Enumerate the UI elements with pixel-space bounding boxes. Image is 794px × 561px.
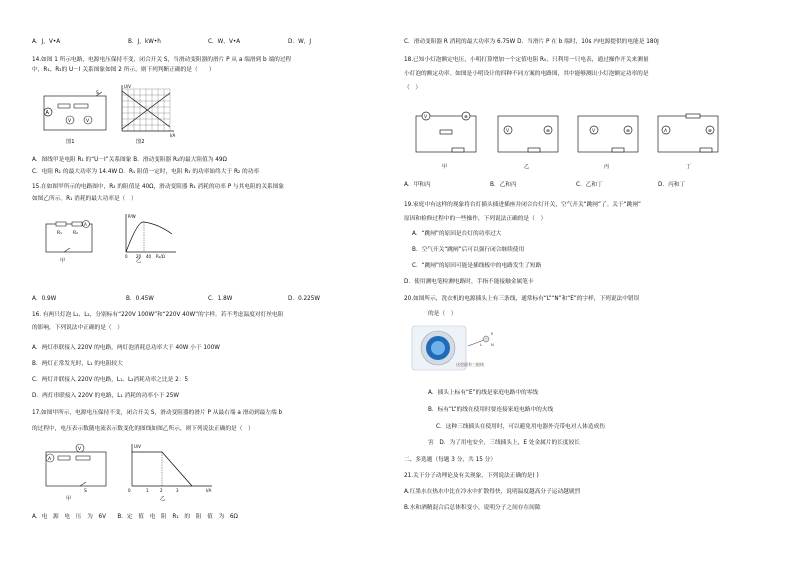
svg-text:V: V — [78, 447, 82, 452]
svg-text:⊗: ⊗ — [708, 129, 712, 134]
q17-stem-line2: 的过程中，电压表示数随电流表示数变化的图线如图乙所示，则下列说法正确的是（ ） — [32, 426, 254, 432]
q18-option-a: A．甲和丙 — [404, 182, 431, 188]
q15-stem-line1: 15.在如图甲所示的电路图中，R₂ 的阻值是 40Ω，滑动变阻器 R₁ 消耗的功率 P 与其电阻的关系图象 — [32, 184, 285, 190]
q15-fig-yi: 乙 — [136, 258, 142, 264]
svg-text:V: V — [86, 119, 90, 124]
q14-stem-line1: 14.如图 1 所示电路，电源电压保持不变，闭合开关 S，当滑动变阻器的滑片 P 从 a 端滑到 b 端的过程 — [32, 57, 292, 63]
q19-option-d: D．使用测电笔检测电路时，手指不能接触金属笔卡 — [404, 279, 534, 285]
q15-graph-figure — [116, 212, 178, 260]
q14-graph-figure — [114, 83, 176, 141]
svg-text:P/W: P/W — [128, 214, 136, 219]
svg-text:N: N — [491, 343, 494, 347]
q15-options — [32, 296, 320, 304]
q15-option-b: B．0.45W — [126, 296, 154, 302]
q17-options-line2: C．滑动变阻器 R 消耗的最大功率为 6.75W D．当滑片 P 在 b 端时，10s 内电源提供的电能是 180J — [404, 39, 659, 45]
svg-text:V: V — [592, 129, 596, 134]
svg-text:I/A: I/A — [206, 488, 212, 493]
svg-text:3: 3 — [176, 488, 179, 493]
q18-option-c: C．乙和丁 — [576, 182, 603, 188]
q16-option-d: D．两灯串联接入 220V 的电路，L₁ 消耗的功率小于 25W — [32, 393, 180, 399]
q20-option-a: A．插头上标有“E”的线是家庭电路中的零线 — [428, 390, 539, 396]
svg-text:U/V: U/V — [134, 444, 142, 449]
q19-stem-line1: 19.家庭中有这样的现象将台灯插头插进插座并闭合台灯开关，空气开关“跳闸”了。关于“跳闸” — [404, 202, 641, 208]
q14-options-line2: C．电阻 R₁ 的最大功率为 14.4W D．R₁ 阻值一定时，电阻 R₁ 的功率始终大于 R₂ 的功率 — [32, 169, 260, 175]
q18-label-ding: 丁 — [686, 164, 692, 170]
q14-circuit-figure — [40, 90, 112, 138]
svg-text:⊗: ⊗ — [546, 129, 550, 134]
q15-option-a: A．0.9W — [32, 296, 57, 302]
q16-option-a: A．两灯串联接入 220V 的电路，两灯泡消耗总功率大于 40W 小于 100W — [32, 345, 220, 351]
q15-option-d: D．0.225W — [288, 296, 320, 302]
q15-fig-jia: 甲 — [60, 258, 66, 264]
svg-text:⊗: ⊗ — [626, 129, 630, 134]
svg-text:A: A — [84, 222, 87, 227]
q13-option-d: D．W，J — [288, 39, 312, 45]
q17-fig-jia: 甲 — [66, 496, 72, 502]
svg-text:R₂: R₂ — [73, 231, 78, 236]
q14-options-line1: A．图线甲是电阻 R₁ 的“U－I”关系图象 B．滑动变阻器 R₂的最大阻值为 49Ω — [32, 157, 227, 163]
q20-stem-line2: 的是（ ） — [428, 311, 457, 317]
svg-text:U/V: U/V — [124, 84, 132, 89]
q19-stem-line2: 原因和检修过程中的一些操作，下列说法正确的是（ ） — [404, 216, 547, 222]
svg-text:I/A: I/A — [170, 133, 176, 138]
q17-fig-yi: 乙 — [160, 496, 166, 502]
svg-text:S: S — [96, 91, 99, 96]
q17-options-line1: A．电 源 电 压 为 6V B．定 值 电 阻 R₁ 的 阻 值 为 6Ω — [32, 514, 238, 520]
q18-circuits-figure — [412, 106, 724, 162]
q19-option-b: B．空气开关“跳闸”后可以强行闭合继续使用 — [412, 247, 525, 253]
svg-text:1: 1 — [146, 488, 149, 493]
q15-circuit-figure — [42, 214, 98, 256]
q21-option-a: A.红墨水在热水中比在冷水中扩散得快，说明温度越高分子运动越剧烈 — [404, 489, 581, 495]
q18-label-jia: 甲 — [442, 164, 448, 170]
q20-option-b: B．标有“L”的线在使用时要连接家庭电路中的火线 — [428, 407, 554, 413]
q15-stem-line2: 如图乙所示。R₁ 消耗的最大功率是（ ） — [32, 196, 137, 202]
q18-stem-line1: 18.已知小灯泡额定电压，小明打算增加一个定值电阻 R₀，只利用一只电表，通过操作开关来测量 — [404, 57, 649, 63]
svg-text:⊗: ⊗ — [464, 115, 468, 120]
q18-stem-line3: （ ） — [404, 85, 422, 91]
svg-text:20: 20 — [136, 254, 142, 259]
q18-stem-line2: 小灯泡的额定功率。如图是小明设计的四种不同方案的电路图，其中能够测出小灯泡额定功率的是 — [404, 71, 649, 77]
q17-graph-figure — [120, 442, 216, 496]
svg-text:R₁: R₁ — [57, 231, 62, 236]
q13-options — [32, 39, 312, 47]
svg-text:V: V — [506, 129, 510, 134]
q19-option-c: C．“跳闸”的原因可能是插线板中的电路发生了短路 — [412, 263, 542, 269]
q13-option-b: B．J，kW•h — [128, 39, 161, 45]
svg-text:A: A — [48, 457, 52, 462]
q14-fig1-caption: 图1 — [66, 139, 75, 145]
q20-option-c: C．这种三线插头在使用时，可以避免用电器外壳带电对人体造成伤 — [436, 424, 605, 430]
q18-options — [404, 182, 686, 190]
q15-option-c: C．1.8W — [208, 296, 233, 302]
svg-text:A: A — [664, 129, 668, 134]
svg-text:S: S — [84, 489, 87, 494]
svg-text:E: E — [491, 332, 494, 336]
q16-option-b: B．两灯正常发光时，L₁ 的电阻较大 — [32, 361, 123, 367]
q16-stem-line1: 16. 有两只灯泡 L₁、L₂，分别标有“220V 100W”和“220V 40W”的字样。若不考虑温度对灯丝电阻 — [32, 312, 284, 318]
svg-text:R₁/Ω: R₁/Ω — [156, 254, 165, 259]
q19-option-a: A．“跳闸”的原因是台灯的功率过大 — [412, 231, 502, 237]
svg-text:V: V — [424, 115, 428, 120]
q18-label-yi: 乙 — [524, 164, 530, 170]
svg-text:0: 0 — [128, 488, 131, 493]
q18-option-d: D．丙和丁 — [658, 182, 686, 188]
svg-text:40: 40 — [146, 254, 152, 259]
q21-option-b: B.水和酒精混合后总体积变小，说明分子之间存在间隙 — [404, 505, 541, 511]
q16-option-c: C．两灯并联接入 220V 的电路，L₁、L₂消耗功率之比是 2：5 — [32, 377, 189, 383]
q14-stem-line2: 中，R₁、R₂的 U－I 关系图象如图 2 所示，则下列判断正确的是（ ） — [32, 67, 215, 73]
q18-option-b: B．乙和丙 — [490, 182, 517, 188]
q17-circuit-figure — [40, 442, 112, 494]
q17-stem-line1: 17.如图甲所示，电源电压保持不变，闭合开关 S，滑动变阻器的滑片 P 从最右端 a 滑动到最左端 b — [32, 410, 283, 416]
q21-stem: 21.关于分子动理论及有关现象，下列说法正确的是( ) — [404, 473, 539, 479]
svg-text:0: 0 — [125, 254, 128, 259]
svg-text:L: L — [480, 343, 483, 347]
section-multi-choice-heading: 二、多选题（每题 3 分，共 15 分） — [404, 457, 497, 463]
q18-label-bing: 丙 — [604, 164, 610, 170]
svg-text:V: V — [68, 119, 72, 124]
q14-fig2-caption: 图2 — [136, 139, 145, 145]
q13-option-a: A．J，V•A — [32, 39, 61, 45]
svg-text:A: A — [45, 110, 49, 116]
svg-text:2: 2 — [160, 488, 163, 493]
q16-stem-line2: 的影响，下列说法中正确的是（ ） — [32, 325, 123, 331]
q20-stem-line1: 20.如图所示，洗衣机的电源插头上有三条线，通常标有“L”“N”和“E”的字样，下列说法中错误 — [404, 296, 640, 302]
q13-option-c: C．W，V•A — [208, 39, 241, 45]
q20-image-caption: 这里面有三根线 — [456, 362, 484, 367]
q20-option-d: 害 D．为了用电安全，三线插头上，E 处金属片的长度较长 — [428, 440, 580, 446]
